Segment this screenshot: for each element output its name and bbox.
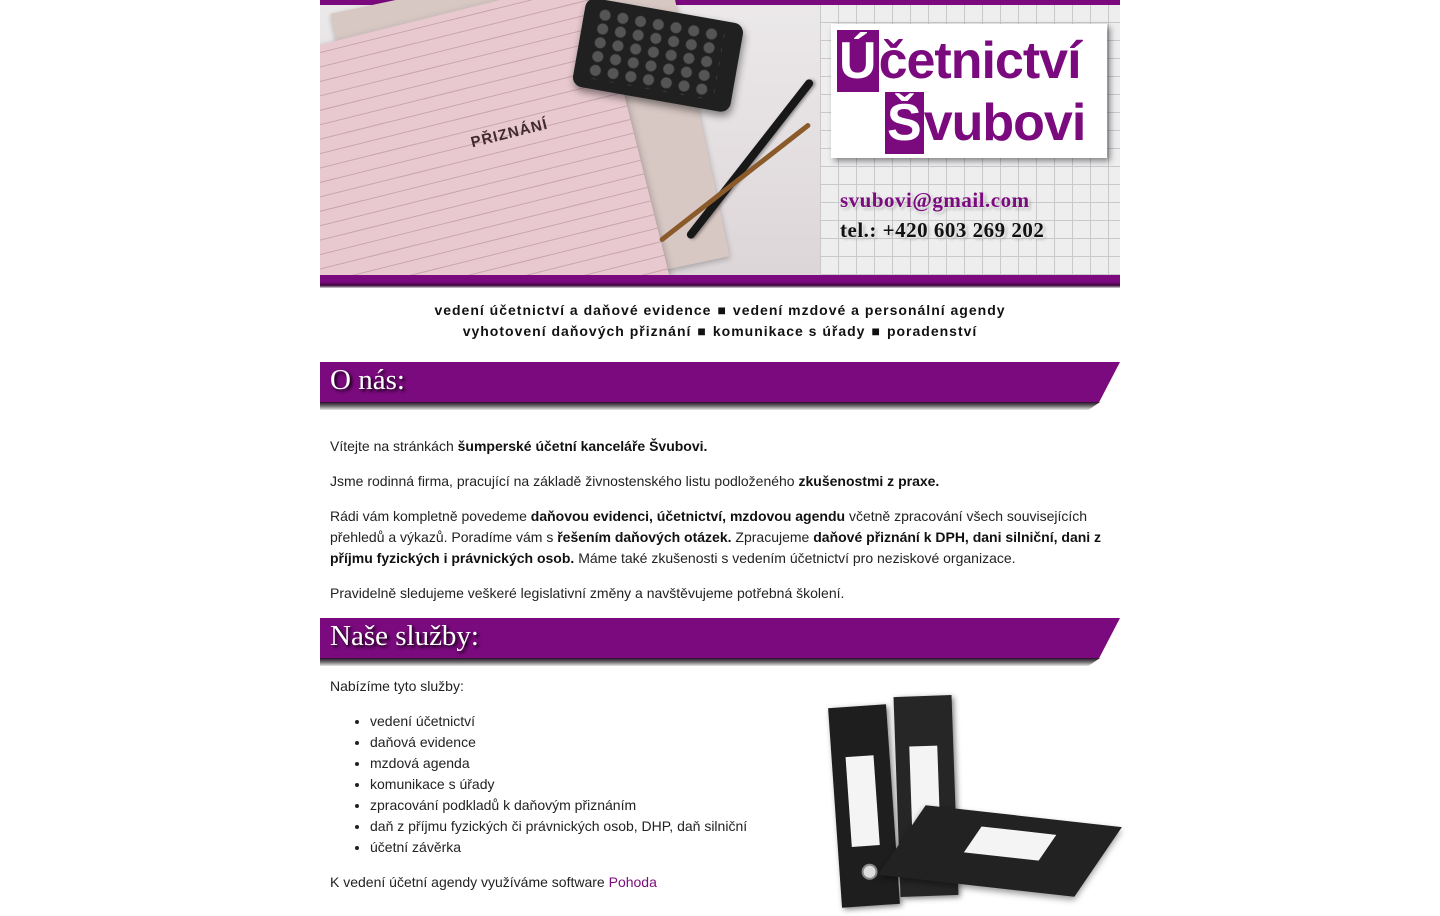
- tax-form-title: PŘIZNÁNÍ: [469, 115, 550, 152]
- text: Zpracujeme: [731, 529, 814, 545]
- list-item: • daň z příjmu fyzických či právnických osob, DHP, daň silniční: [370, 816, 1110, 837]
- text-bold: zkušenostmi z praxe.: [798, 473, 940, 489]
- pohoda-link[interactable]: Pohoda: [608, 874, 657, 890]
- text: Máme také zkušenosti s vedením účetnictví pro neziskové organizace.: [574, 550, 1016, 566]
- list-item: • vedení účetnictví: [370, 711, 1110, 732]
- text: Vítejte na stránkách: [330, 438, 458, 454]
- list-item: • účetní závěrka: [370, 837, 1110, 858]
- nav-separator: ■: [871, 323, 881, 339]
- section-bar-shadow: [320, 658, 1100, 666]
- nav-link-ucetnictvi[interactable]: vedení účetnictví a daňové evidence: [434, 302, 712, 318]
- main-nav: [320, 300, 1120, 342]
- nav-separator: ■: [717, 302, 727, 318]
- about-content: [320, 412, 1120, 604]
- about-paragraph-4: Pravidelně sledujeme veškeré legislativní změny a navštěvujeme potřebná školení.: [330, 585, 845, 601]
- list-item: • zpracování podkladů k daňovým přiznáním: [370, 795, 1110, 816]
- nav-link-poradenstvi[interactable]: poradenství: [886, 323, 978, 339]
- text: Rádi vám kompletně povedeme: [330, 508, 531, 524]
- about-paragraph-1: [330, 436, 1110, 457]
- logo-line-1: [837, 30, 1081, 92]
- nav-link-priznani[interactable]: vyhotovení daňových přiznání: [462, 323, 692, 339]
- text-bold: šumperské účetní kanceláře Švubovi.: [457, 438, 708, 454]
- logo-word-svubovi: vubovi: [923, 94, 1086, 152]
- services-header: [320, 618, 1120, 668]
- about-paragraph-2: [330, 471, 1110, 492]
- list-item: • mzdová agenda: [370, 753, 1110, 774]
- banner-bottom-stripe: [320, 275, 1120, 288]
- site-logo[interactable]: [831, 24, 1107, 158]
- text: Jsme rodinná firma, pracující na základě živnostenského listu podloženého: [330, 473, 799, 489]
- logo-word-ucetnictvi: četnictví: [878, 32, 1081, 90]
- section-bar: [320, 362, 1120, 402]
- about-title: O nás:: [330, 364, 405, 396]
- text: K vedení účetní agendy využíváme software: [330, 874, 609, 890]
- logo-initial-s: Š: [887, 94, 922, 152]
- text-bold: daňové přiznání k DPH, dani silniční, dani z příjmu fyzických i právnických osob.: [330, 529, 1102, 566]
- contact-phone: tel.: +420 603 269 202: [840, 218, 1045, 242]
- services-title: Naše služby:: [330, 620, 479, 652]
- binder-1: [828, 704, 900, 908]
- nav-row-2: [320, 321, 1120, 342]
- list-item: • daňová evidence: [370, 732, 1110, 753]
- page: [320, 0, 1120, 893]
- binders-image: [825, 696, 1115, 916]
- nav-row-1: [320, 300, 1120, 321]
- contact-email[interactable]: svubovi@gmail.com: [840, 188, 1030, 212]
- text-bold: řešením daňových otázek.: [557, 529, 732, 545]
- text: včetně zpracování všech souvisejících přehledů a výkazů. Poradíme vám s: [330, 508, 1088, 545]
- services-intro: Nabízíme tyto služby:: [330, 678, 464, 694]
- text-bold: daňovou evidenci, účetnictví, mzdovou agendu: [530, 508, 846, 524]
- header-banner: [320, 0, 1120, 288]
- section-bar-shadow: [320, 402, 1100, 410]
- logo-initial-u: Ú: [839, 32, 877, 90]
- nav-link-mzdy[interactable]: vedení mzdové a personální agendy: [732, 302, 1006, 318]
- about-header: [320, 362, 1120, 412]
- list-item: • komunikace s úřady: [370, 774, 1110, 795]
- logo-line-2: [885, 92, 1085, 154]
- services-content: [320, 668, 1120, 893]
- nav-link-urady[interactable]: komunikace s úřady: [712, 323, 866, 339]
- about-paragraph-3: [330, 506, 1110, 569]
- nav-separator: ■: [697, 323, 707, 339]
